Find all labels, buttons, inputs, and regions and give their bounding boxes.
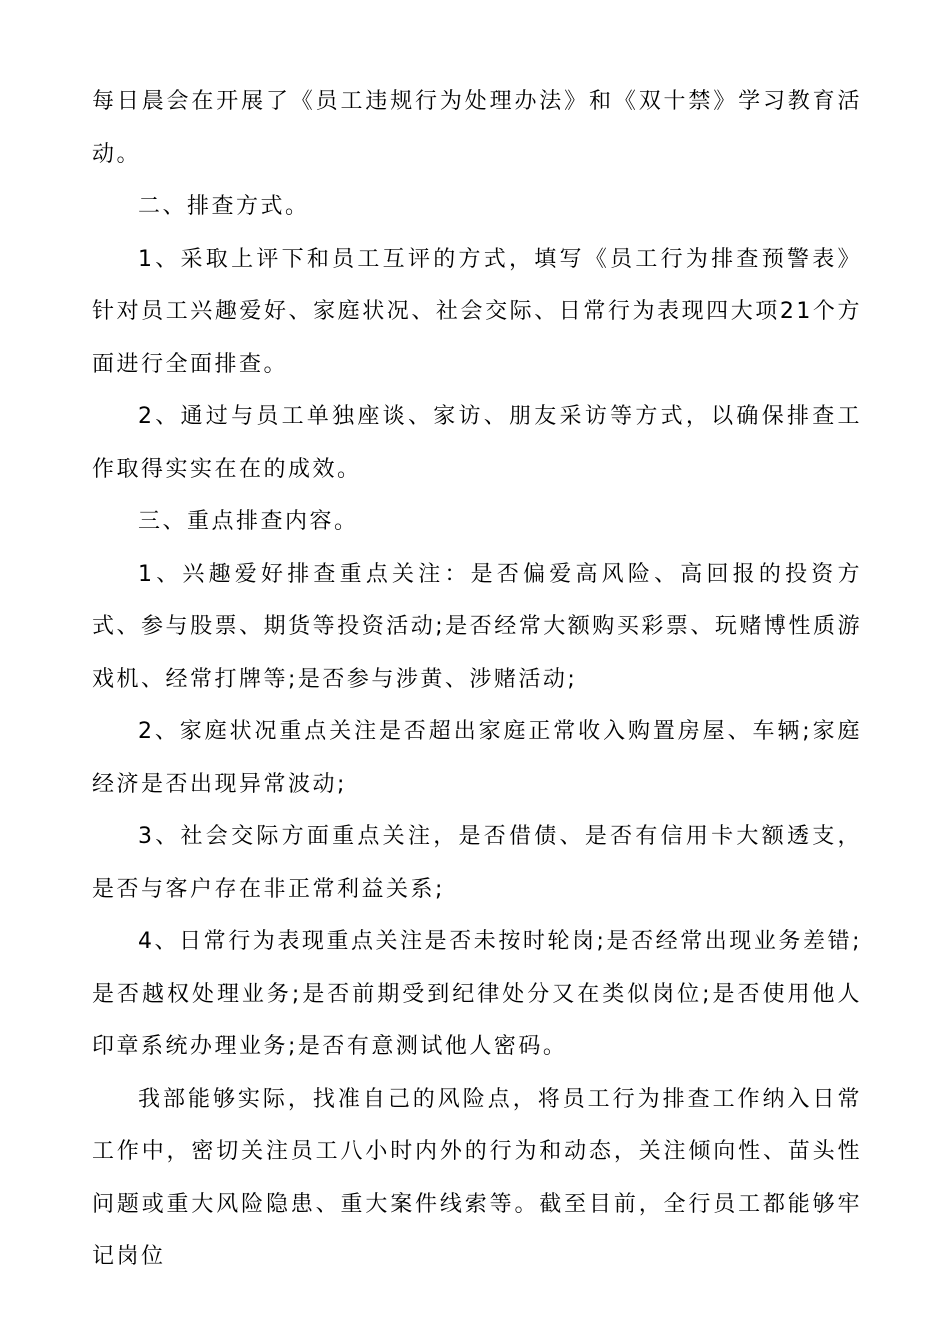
paragraph-content-3: 3、社会交际方面重点关注，是否借债、是否有信用卡大额透支，是否与客户存在非正常利益关系; xyxy=(92,824,862,902)
paragraph-content-1: 1、兴趣爱好排查重点关注：是否偏爱高风险、高回报的投资方式、参与股票、期货等投资活动;是否经常大额购买彩票、玩赌博性质游戏机、经常打牌等;是否参与涉黄、涉赌活动; xyxy=(92,561,862,692)
paragraph-content-4: 4、日常行为表现重点关注是否未按时轮岗;是否经常出现业务差错;是否越权处理业务;是否前期受到纪律处分又在类似岗位;是否使用他人印章系统办理业务;是否有意测试他人密码。 xyxy=(92,929,862,1059)
paragraph-intro-continuation: 每日晨会在开展了《员工违规行为处理办法》和《双十禁》学习教育活动。 xyxy=(92,89,862,167)
paragraph-content-2: 2、家庭状况重点关注是否超出家庭正常收入购置房屋、车辆;家庭经济是否出现异常波动; xyxy=(92,719,862,797)
heading-investigation-method: 二、排查方式。 xyxy=(138,194,310,219)
heading-key-content: 三、重点排查内容。 xyxy=(138,509,359,534)
paragraph-summary: 我部能够实际，找准自己的风险点，将员工行为排查工作纳入日常工作中，密切关注员工八小时内外的行为和动态，关注倾向性、苗头性问题或重大风险隐患、重大案件线索等。截至目前，全行员工都能够牢记岗位 xyxy=(92,1086,862,1269)
paragraph-method-1: 1、采取上评下和员工互评的方式，填写《员工行为排查预警表》针对员工兴趣爱好、家庭状况、社会交际、日常行为表现四大项21个方面进行全面排查。 xyxy=(92,246,862,377)
document-body xyxy=(92,76,862,1284)
paragraph-method-2: 2、通过与员工单独座谈、家访、朋友采访等方式，以确保排查工作取得实实在在的成效。 xyxy=(92,404,862,482)
